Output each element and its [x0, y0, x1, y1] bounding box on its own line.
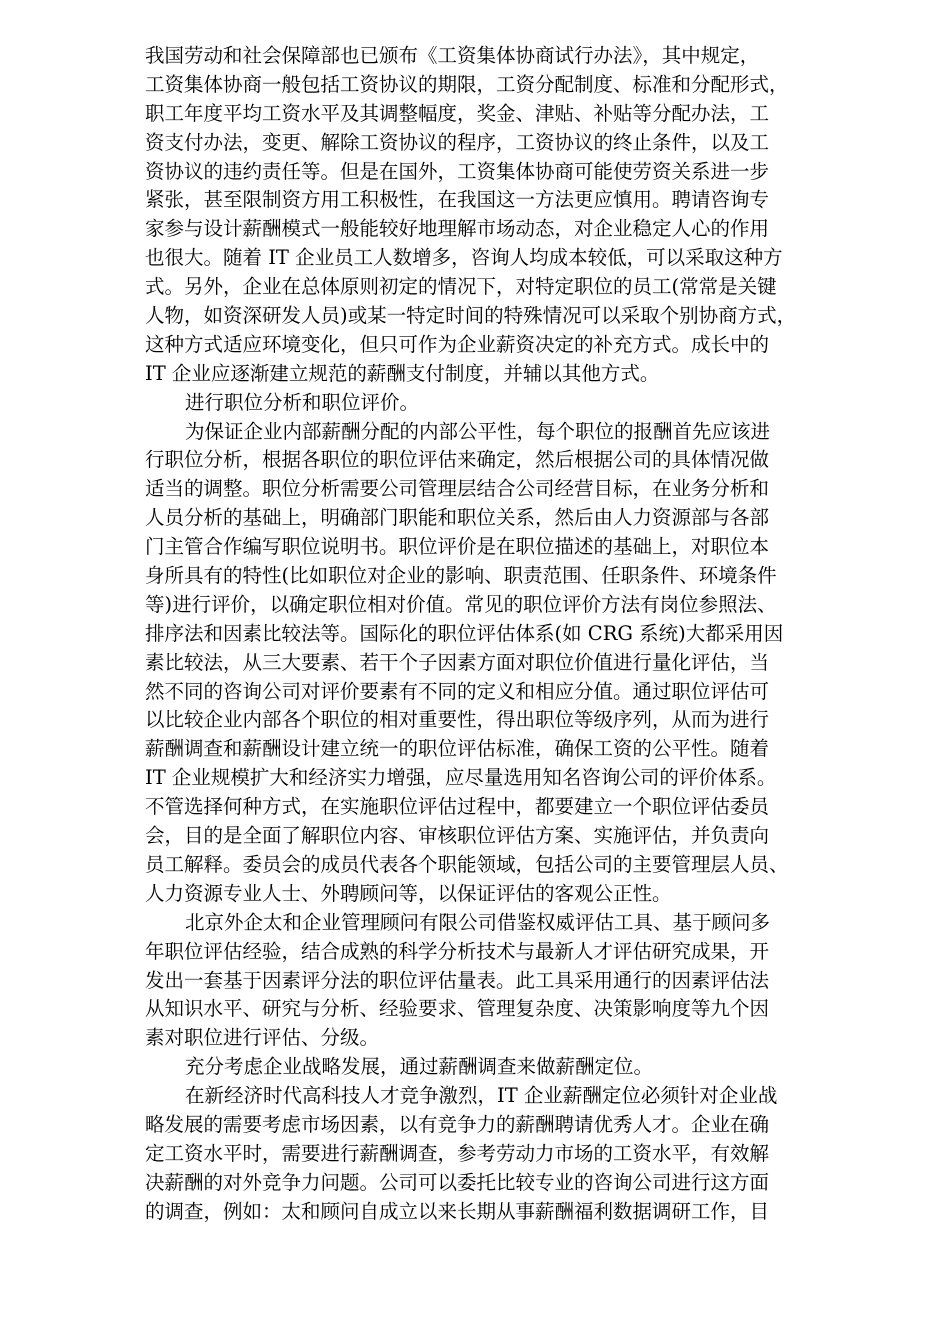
paragraph: [145, 1082, 885, 1226]
text-line: 决薪酬的对外竞争力问题。公司可以委托比较专业的咨询公司进行这方面: [145, 1170, 770, 1194]
paragraph: [145, 909, 885, 1053]
text-line: 然不同的咨询公司对评价要素有不同的定义和相应分值。通过职位评估可: [145, 679, 770, 703]
text-line: 以比较企业内部各个职位的相对重要性，得出职位等级序列，从而为进行: [145, 708, 770, 732]
text-line: 我国劳动和社会保障部也已颁布《工资集体协商试行办法》，其中规定，: [145, 44, 760, 67]
text-line: 不管选择何种方式，在实施职位评估过程中，都要建立一个职位评估委员: [145, 795, 770, 819]
text-line: 充分考虑企业战略发展，通过薪酬调查来做薪酬定位。: [185, 1055, 654, 1079]
text-line: 职工年度平均工资水平及其调整幅度，奖金、津贴、补贴等分配办法，工: [145, 101, 770, 125]
text-line: 式。另外，企业在总体原则初定的情况下，对特定职位的员工(常常是关键: [145, 275, 777, 299]
text-line: IT 企业规模扩大和经济实力增强，应尽量选用知名咨询公司的评价体系。: [145, 766, 777, 790]
text-line: 在新经济时代高科技人才竞争激烈，IT 企业薪酬定位必须针对企业战: [185, 1084, 778, 1108]
text-line: 适当的调整。职位分析需要公司管理层结合公司经营目标，在业务分析和: [145, 477, 770, 501]
text-line: 这种方式适应环境变化，但只可作为企业薪资决定的补充方式。成长中的: [145, 332, 770, 356]
text-line: 进行职位分析和职位评价。: [185, 390, 420, 414]
text-line: 从知识水平、研究与分析、经验要求、管理复杂度、决策影响度等九个因: [145, 997, 770, 1021]
text-line: 员工解释。委员会的成员代表各个职能领域，包括公司的主要管理层人员、: [145, 852, 789, 876]
text-line: 资协议的违约责任等。但是在国外，工资集体协商可能使劳资关系进一步: [145, 159, 770, 183]
text-line: 北京外企太和企业管理顾问有限公司借鉴权威评估工具、基于顾问多: [185, 910, 771, 934]
text-line: 薪酬调查和薪酬设计建立统一的职位评估标准，确保工资的公平性。随着: [145, 737, 770, 761]
text-line: 人员分析的基础上，明确部门职能和职位关系，然后由人力资源部与各部: [145, 506, 770, 530]
text-line: 素比较法，从三大要素、若干个子因素方面对职位价值进行量化评估，当: [145, 650, 770, 674]
text-line: IT 企业应逐渐建立规范的薪酬支付制度，并辅以其他方式。: [145, 361, 660, 385]
paragraph: [145, 389, 885, 418]
text-line: 素对职位进行评估、分级。: [145, 1026, 380, 1050]
text-line: 定工资水平时，需要进行薪酬调查，参考劳动力市场的工资水平，有效解: [145, 1141, 770, 1165]
text-line: 会，目的是全面了解职位内容、审核职位评估方案、实施评估，并负责向: [145, 824, 770, 848]
paragraph: [145, 1053, 885, 1082]
text-line: 人物，如资深研发人员)或某一特定时间的特殊情况可以采取个别协商方式，: [145, 304, 797, 328]
text-line: 行职位分析，根据各职位的职位评估来确定，然后根据公司的具体情况做: [145, 448, 770, 472]
text-line: 年职位评估经验，结合成熟的科学分析技术与最新人才评估研究成果，开: [145, 939, 770, 963]
text-line: 为保证企业内部薪酬分配的内部公平性，每个职位的报酬首先应该进: [185, 419, 771, 443]
paragraph: [145, 42, 885, 389]
text-line: 等)进行评价，以确定职位相对价值。常见的职位评价方法有岗位参照法、: [145, 592, 777, 616]
text-line: 资支付办法，变更、解除工资协议的程序，工资协议的终止条件，以及工: [145, 130, 770, 154]
text-line: 身所具有的特性(比如职位对企业的影响、职责范围、任职条件、环境条件: [145, 564, 777, 588]
text-line: 也很大。随着 IT 企业员工人数增多，咨询人均成本较低，可以采取这种方: [145, 246, 783, 270]
document-page: [145, 42, 885, 1227]
text-line: 的调查，例如：太和顾问自成立以来长期从事薪酬福利数据调研工作，目: [145, 1199, 770, 1223]
text-line: 发出一套基于因素评分法的职位评估量表。此工具采用通行的因素评估法: [145, 968, 770, 992]
text-line: 略发展的需要考虑市场因素，以有竞争力的薪酬聘请优秀人才。企业在确: [145, 1112, 770, 1136]
text-line: 紧张，甚至限制资方用工积极性，在我国这一方法更应慎用。聘请咨询专: [145, 188, 770, 212]
text-line: 排序法和因素比较法等。国际化的职位评估体系(如 CRG 系统)大都采用因: [145, 621, 784, 645]
text-line: 人力资源专业人士、外聘顾问等，以保证评估的客观公正性。: [145, 881, 672, 905]
paragraph: [145, 418, 885, 909]
text-line: 家参与设计薪酬模式一般能较好地理解市场动态，对企业稳定人心的作用: [145, 217, 770, 241]
text-line: 门主管合作编写职位说明书。职位评价是在职位描述的基础上，对职位本: [145, 535, 770, 559]
text-line: 工资集体协商一般包括工资协议的期限，工资分配制度、标准和分配形式，: [145, 72, 789, 96]
